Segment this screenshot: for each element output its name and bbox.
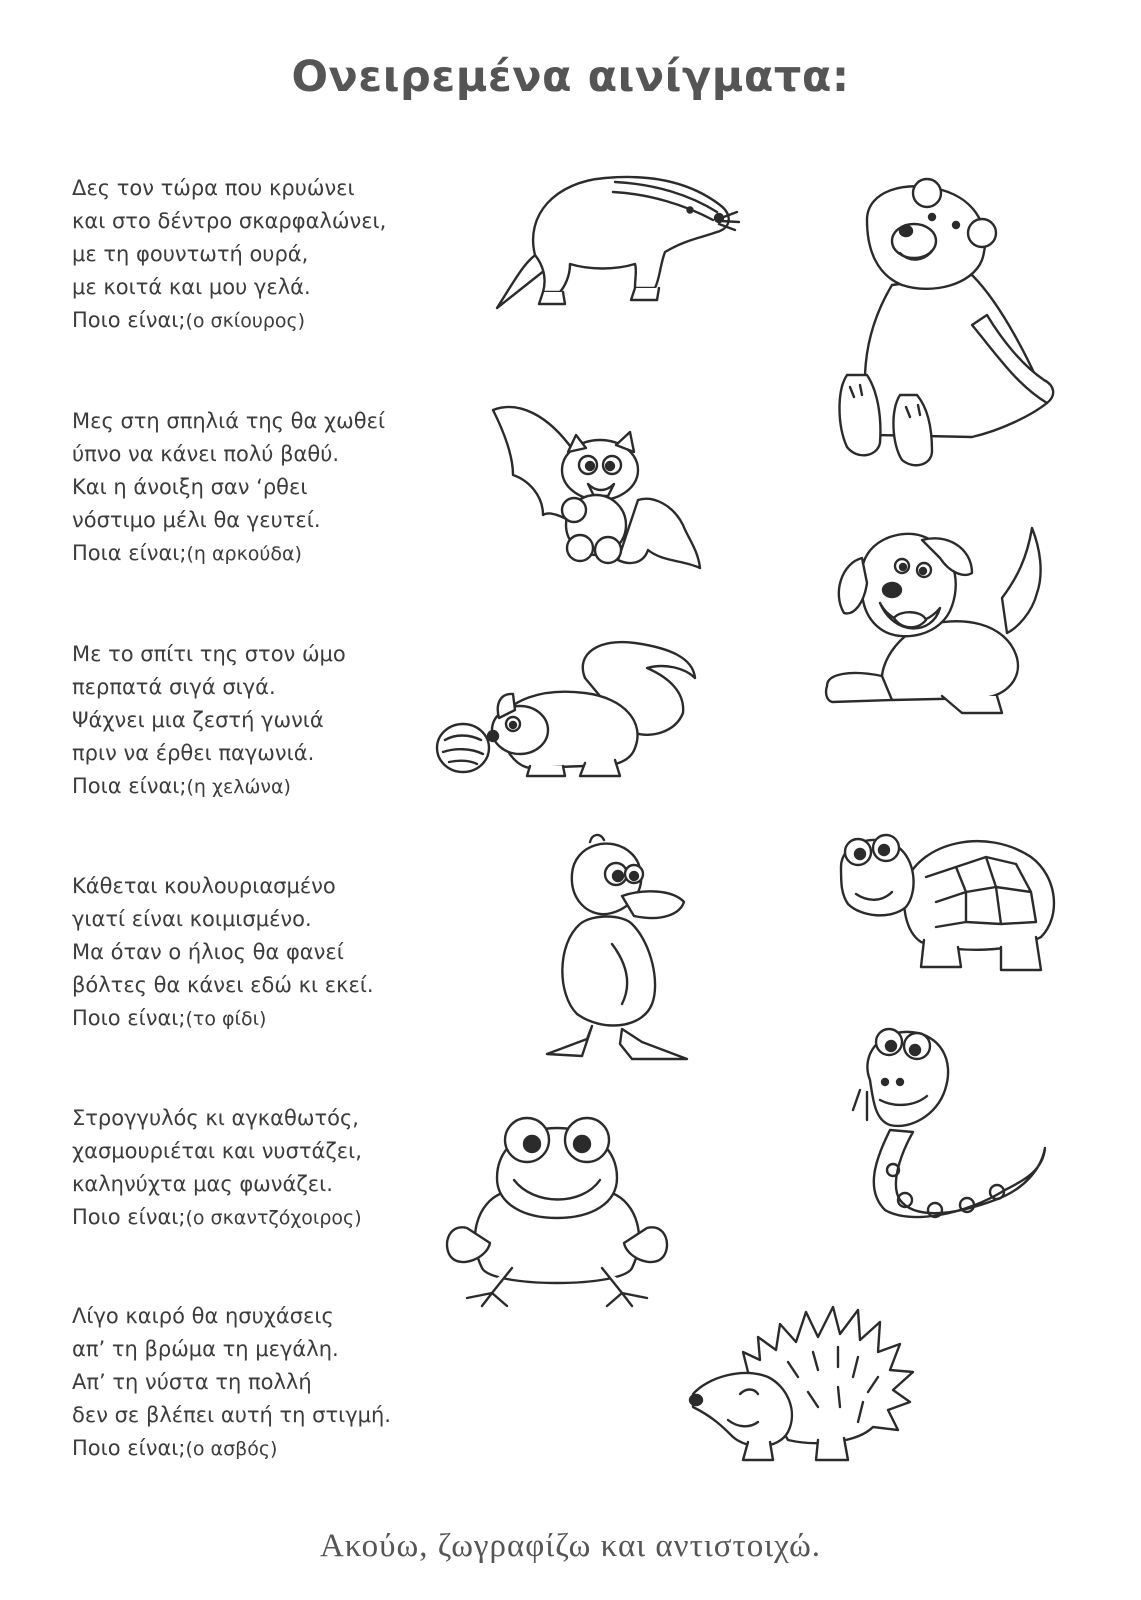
- riddle-line: με τη φουντωτή ουρά,: [72, 242, 309, 266]
- riddle-line: απ’ τη βρώμα τη μεγάλη.: [72, 1337, 339, 1361]
- riddle-line: βόλτες θα κάνει εδώ κι εκεί.: [72, 973, 374, 997]
- riddle-answer: (η χελώνα): [186, 776, 291, 798]
- badger-drawing: [485, 160, 745, 320]
- riddle-line: Και η άνοιξη σαν ‘ρθει: [72, 475, 308, 499]
- riddle-line: και στο δέντρο σκαρφαλώνει,: [72, 209, 387, 233]
- riddle-3: [72, 638, 472, 804]
- riddle-answer: (το φίδι): [185, 1008, 267, 1030]
- riddle-question-line: [72, 1002, 472, 1036]
- riddle-2: [72, 405, 472, 571]
- riddle-line: περπατά σιγά σιγά.: [72, 675, 276, 699]
- frog-drawing: [442, 1108, 672, 1308]
- riddle-question: Ποιο είναι;: [72, 1006, 186, 1030]
- riddle-line: Στρογγυλός κι αγκαθωτός,: [72, 1106, 359, 1130]
- riddle-question-line: [72, 1432, 472, 1466]
- page-footer: Ακούω, ζωγραφίζω και αντιστοιχώ.: [319, 1528, 822, 1564]
- bear-drawing: [832, 175, 1062, 470]
- riddle-4: [72, 870, 472, 1036]
- riddle-question-line: [72, 770, 472, 804]
- riddle-line: χασμουριέται και νυστάζει,: [72, 1139, 362, 1163]
- riddle-question-line: [72, 537, 472, 571]
- riddle-question: Ποιο είναι;: [72, 1436, 186, 1460]
- riddle-question: Ποια είναι;: [72, 541, 187, 565]
- riddle-line: Λίγο καιρό θα ησυχάσεις: [72, 1304, 334, 1328]
- riddle-line: πριν να έρθει παγωνιά.: [72, 741, 315, 765]
- riddle-line: Ψάχνει μια ζεστή γωνιά: [72, 708, 324, 732]
- bat-drawing: [488, 400, 703, 570]
- riddle-answer: (ο σκαντζόχοιρος): [185, 1207, 362, 1229]
- page-title: Ονειρεμένα αινίγματα:: [291, 52, 850, 102]
- riddle-line: νόστιμο μέλι θα γευτεί.: [72, 508, 321, 532]
- duck-drawing: [542, 834, 692, 1064]
- riddle-line: δεν σε βλέπει αυτή τη στιγμή.: [72, 1403, 391, 1427]
- squirrel-drawing: [435, 638, 700, 778]
- riddle-line: με κοιτά και μου γελά.: [72, 275, 311, 299]
- riddle-question: Ποιο είναι;: [72, 308, 186, 332]
- riddle-line: καληνύχτα μας φωνάζει.: [72, 1172, 333, 1196]
- riddle-question: Ποιο είναι;: [72, 1205, 186, 1229]
- riddle-line: Δες τον τώρα που κρυώνει: [72, 176, 355, 200]
- riddle-line: Με το σπίτι της στον ώμο: [72, 642, 346, 666]
- riddle-line: Μες στη σπηλιά της θα χωθεί: [72, 409, 386, 433]
- riddle-line: Απ’ τη νύστα τη πολλή: [72, 1370, 312, 1394]
- hedgehog-drawing: [688, 1282, 918, 1477]
- riddle-6: [72, 1300, 472, 1466]
- riddle-answer: (ο ασβός): [185, 1438, 278, 1460]
- dog-drawing: [822, 518, 1052, 723]
- riddle-line: ύπνο να κάνει πολύ βαθύ.: [72, 442, 340, 466]
- turtle-drawing: [836, 822, 1061, 977]
- riddle-line: Κάθεται κουλουριασμένο: [72, 874, 336, 898]
- riddle-5: [72, 1102, 472, 1235]
- riddle-1: [72, 172, 472, 338]
- riddle-line: γιατί είναι κοιμισμένο.: [72, 907, 312, 931]
- riddle-question-line: [72, 304, 472, 338]
- snake-drawing: [845, 1020, 1050, 1230]
- riddle-line: Μα όταν ο ήλιος θα φανεί: [72, 940, 344, 964]
- riddle-question: Ποια είναι;: [72, 774, 187, 798]
- riddle-answer: (η αρκούδα): [186, 543, 302, 565]
- riddle-answer: (ο σκίουρος): [185, 310, 306, 332]
- riddle-question-line: [72, 1201, 472, 1235]
